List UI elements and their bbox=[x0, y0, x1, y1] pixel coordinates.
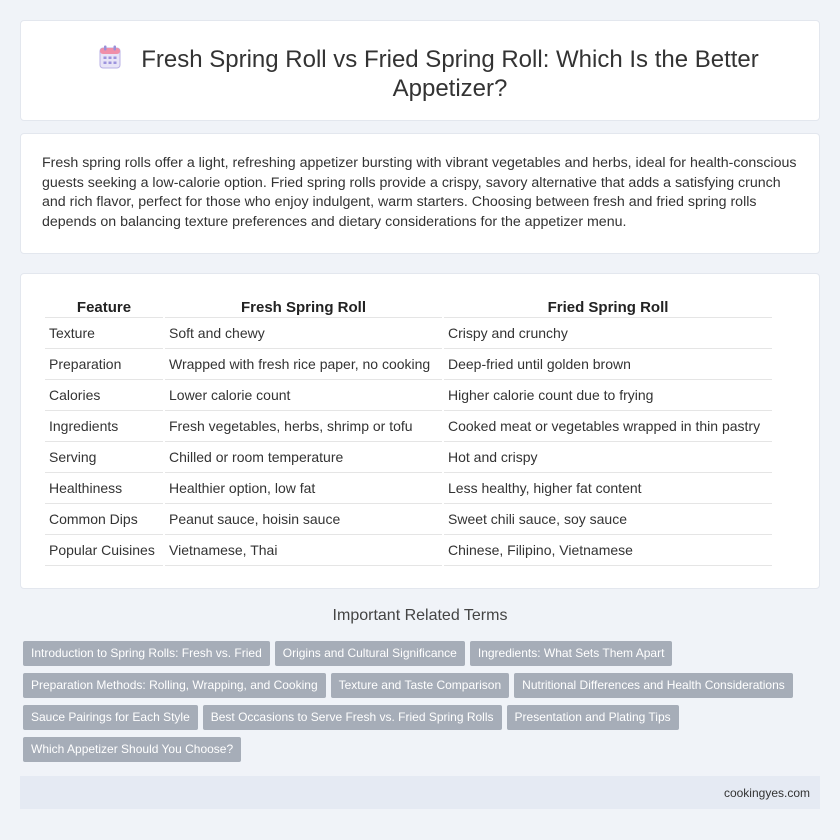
table-row bbox=[45, 380, 772, 411]
table-row bbox=[45, 535, 772, 566]
page-title: Fresh Spring Roll vs Fried Spring Roll: Which Is the Better Appetizer? bbox=[141, 46, 759, 102]
tag-row bbox=[23, 673, 813, 705]
footer bbox=[20, 776, 820, 809]
table-row bbox=[45, 473, 772, 504]
summary-paragraph: Fresh spring rolls offer a light, refreshing appetizer bursting with vibrant vegetables and herbs, ideal for health-conscious guests seeking a low-calorie option. Fried spring rolls provide a crispy, savory alternative that adds a satisfying crunch and rich flavor, perfect for those who enjoy indulgent, warm starters. Choosing between fresh and fried spring rolls depends on balancing texture preferences and dietary considerations for the appetizer menu. bbox=[42, 155, 797, 230]
tag-row bbox=[23, 737, 813, 769]
tag-link[interactable]: Which Appetizer Should You Choose? bbox=[23, 737, 241, 762]
table-header-row bbox=[45, 298, 772, 318]
row-fried: Chinese, Filipino, Vietnamese bbox=[444, 535, 772, 566]
row-fried: Sweet chili sauce, soy sauce bbox=[444, 504, 772, 535]
footer-site-link[interactable]: cookingyes.com bbox=[723, 786, 810, 800]
comparison-table bbox=[43, 298, 774, 566]
table-row bbox=[45, 504, 772, 535]
tag-link[interactable]: Presentation and Plating Tips bbox=[507, 705, 679, 730]
row-fried: Deep-fried until golden brown bbox=[444, 349, 772, 380]
row-feature: Ingredients bbox=[45, 411, 163, 442]
tag-link[interactable]: Sauce Pairings for Each Style bbox=[23, 705, 198, 730]
table-row bbox=[45, 442, 772, 473]
row-feature: Texture bbox=[45, 318, 163, 349]
row-feature: Preparation bbox=[45, 349, 163, 380]
tag-link[interactable]: Origins and Cultural Significance bbox=[275, 641, 465, 666]
header-fresh: Fresh Spring Roll bbox=[165, 298, 442, 318]
row-fresh: Fresh vegetables, herbs, shrimp or tofu bbox=[165, 411, 442, 442]
row-feature: Healthiness bbox=[45, 473, 163, 504]
table-row bbox=[45, 318, 772, 349]
summary-card bbox=[20, 133, 820, 254]
header-fried: Fried Spring Roll bbox=[444, 298, 772, 318]
tag-link[interactable]: Nutritional Differences and Health Considerations bbox=[514, 673, 793, 698]
table-row bbox=[45, 411, 772, 442]
row-feature: Calories bbox=[45, 380, 163, 411]
table-row bbox=[45, 349, 772, 380]
tag-link[interactable]: Best Occasions to Serve Fresh vs. Fried Spring Rolls bbox=[203, 705, 502, 730]
tag-link[interactable]: Texture and Taste Comparison bbox=[331, 673, 510, 698]
tag-link[interactable]: Ingredients: What Sets Them Apart bbox=[470, 641, 673, 666]
row-fresh: Vietnamese, Thai bbox=[165, 535, 442, 566]
row-fresh: Peanut sauce, hoisin sauce bbox=[165, 504, 442, 535]
header-feature: Feature bbox=[45, 298, 163, 318]
row-fresh: Soft and chewy bbox=[165, 318, 442, 349]
related-terms-heading: Important Related Terms bbox=[332, 607, 508, 624]
comparison-card bbox=[20, 273, 820, 589]
row-fried: Less healthy, higher fat content bbox=[444, 473, 772, 504]
tag-row bbox=[23, 641, 813, 673]
related-terms-list bbox=[23, 641, 813, 769]
row-fresh: Healthier option, low fat bbox=[165, 473, 442, 504]
row-feature: Serving bbox=[45, 442, 163, 473]
row-fresh: Wrapped with fresh rice paper, no cooking bbox=[165, 349, 442, 380]
row-fried: Cooked meat or vegetables wrapped in thin pastry bbox=[444, 411, 772, 442]
row-fried: Hot and crispy bbox=[444, 442, 772, 473]
tag-link[interactable]: Preparation Methods: Rolling, Wrapping, and Cooking bbox=[23, 673, 326, 698]
row-fresh: Chilled or room temperature bbox=[165, 442, 442, 473]
tag-link[interactable]: Introduction to Spring Rolls: Fresh vs. Fried bbox=[23, 641, 270, 666]
tag-row bbox=[23, 705, 813, 737]
row-feature: Common Dips bbox=[45, 504, 163, 535]
row-fried: Higher calorie count due to frying bbox=[444, 380, 772, 411]
title-card bbox=[20, 20, 820, 121]
row-fried: Crispy and crunchy bbox=[444, 318, 772, 349]
row-fresh: Lower calorie count bbox=[165, 380, 442, 411]
row-feature: Popular Cuisines bbox=[45, 535, 163, 566]
